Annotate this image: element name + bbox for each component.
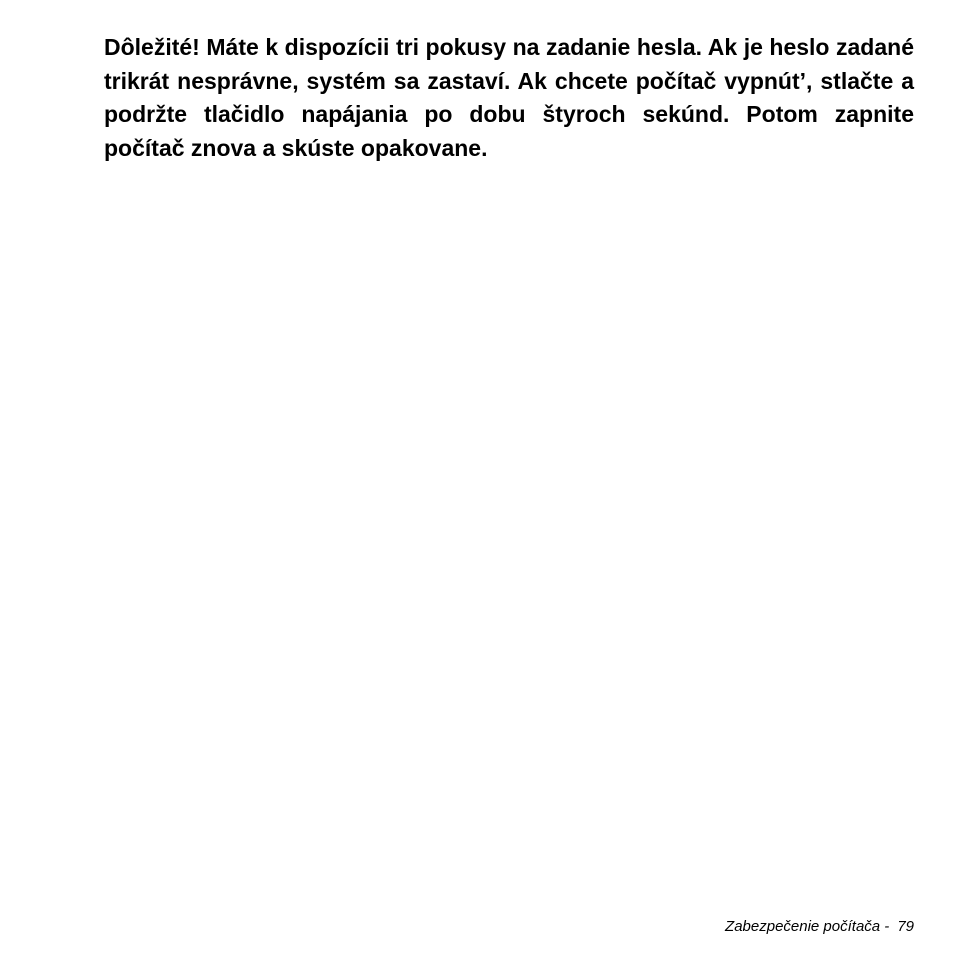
page-footer xyxy=(725,917,914,937)
important-note-paragraph: Dôležité! Máte k dispozícii tri pokusy na zadanie hesla. Ak je heslo zadané trikrát nesprávne, systém sa zastaví. Ak chcete počítač vypnút’, stlačte a podržte tlačidlo napájania po dobu štyroch sekúnd. Potom zapnite počítač znova a skúste opakovane. xyxy=(104,34,914,161)
page-number: 79 xyxy=(897,918,914,935)
footer-section-title: Zabezpečenie počítača - xyxy=(725,918,890,935)
